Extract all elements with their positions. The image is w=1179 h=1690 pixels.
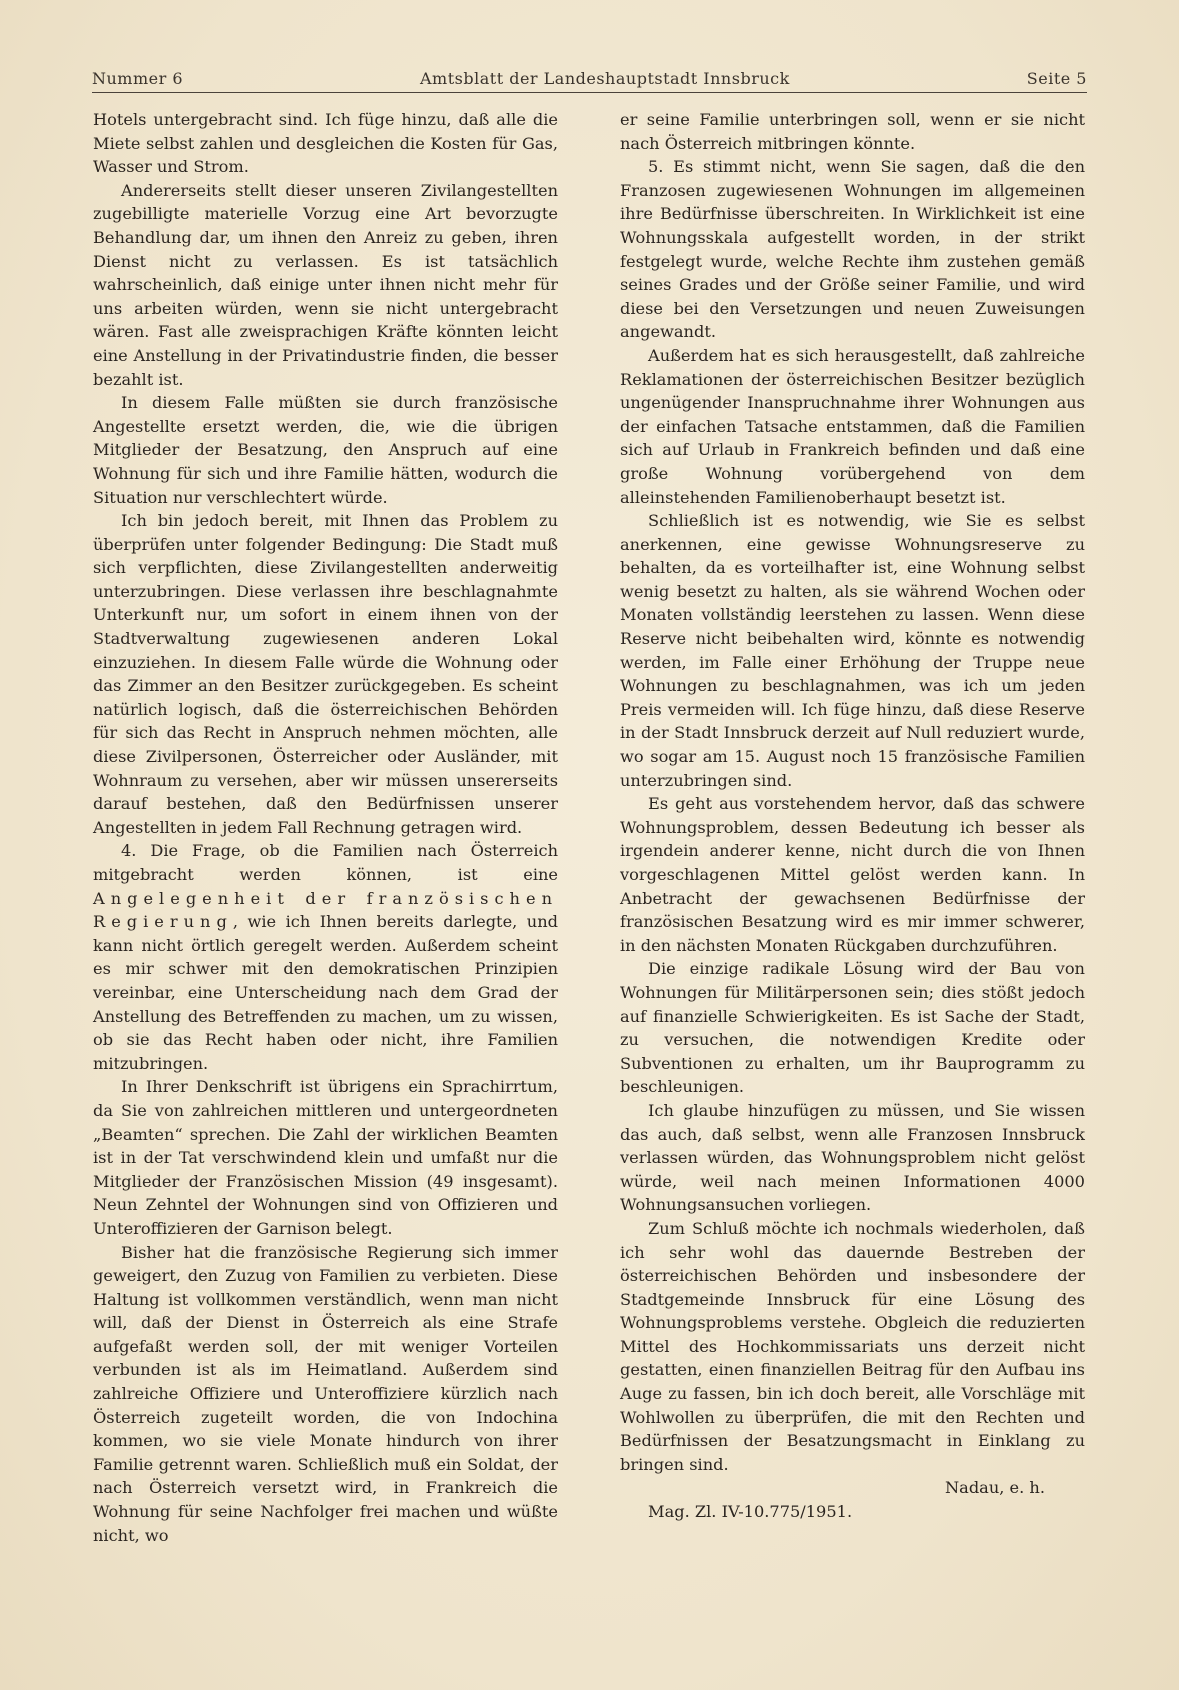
paragraph: Andererseits stellt dieser unseren Zivilangestellten zugebilligte materielle Vorzug eine Art bevorzugte Behandlung dar, um ihnen den Anreiz zu geben, ihren Dienst nicht zu verlassen. Es ist tatsächlich wahrscheinlich, daß einige unter ihnen nicht mehr für uns arbeiten würden, wenn sie nicht untergebracht wären. Fast alle zweisprachigen Kräfte könnten leicht eine Anstellung in der Privatindustrie finden, die besser bezahlt ist.: [93, 180, 558, 389]
paragraph: Ich glaube hinzufügen zu müssen, und Sie wissen das auch, daß selbst, wenn alle Franzosen Innsbruck verlassen würden, das Wohnungsproblem nicht gelöst würde, weil nach meinen Informationen 4000 Wohnungsansuchen vorliegen.: [620, 1100, 1085, 1215]
paragraph: Schließlich ist es notwendig, wie Sie es selbst anerkennen, eine gewisse Wohnungsreserve zu behalten, da es vorteilhafter ist, eine Wohnung selbst wenig besetzt zu halten, als sie während Wochen oder Monaten vollständig leerstehen zu lassen. Wenn diese Reserve nicht beibehalten wird, könnte es notwendig werden, im Falle einer Erhöhung der Truppe neue Wohnungen zu beschlagnahmen, was ich um jeden Preis vermeiden will. Ich füge hinzu, daß diese Reserve in der Stadt Innsbruck derzeit auf Null reduziert wurde, wo sogar am 15. August noch 15 französische Familien unterzubringen sind.: [620, 511, 1085, 790]
paragraph: Es geht aus vorstehendem hervor, daß das schwere Wohnungsproblem, dessen Bedeutung ich besser als irgendein anderer kenne, nicht durch die von Ihnen vorgeschlagenen Mittel gelöst werden kann. In Anbetracht der gewachsenen Bedürfnisse der französischen Besatzung wird es mir immer schwerer, in den nächsten Monaten Rückgaben durchzuführen.: [620, 794, 1085, 955]
signature: Nadau, e. h.: [945, 1478, 1045, 1498]
left-column: [93, 108, 558, 1547]
paragraph: Zum Schluß möchte ich nochmals wiederholen, daß ich sehr wohl das dauernde Bestreben der österreichischen Behörden und insbesondere der Stadtgemeinde Innsbruck für eine Lösung des Wohnungsproblems verstehe. Obgleich die reduzierten Mittel des Hochkommissariats uns derzeit nicht gestatten, einen finanziellen Beitrag für den Aufbau ins Auge zu fassen, bin ich doch bereit, alle Vorschläge mit Wohlwollen zu überprüfen, die mit den Rechten und Bedürfnissen der Besatzungsmacht in Einklang zu bringen sind.: [620, 1218, 1085, 1474]
paragraph: Ich bin jedoch bereit, mit Ihnen das Problem zu überprüfen unter folgender Bedingung: Die Stadt muß sich verpflichten, diese Zivilangestellten anderweitig unterzubringen. Diese verlassen ihre beschlagnahmte Unterkunft nur, um sofort in einem ihnen von der Stadtverwaltung zugewiesenen anderen Lokal einzuziehen. In diesem Falle würde die Wohnung oder das Zimmer an den Besitzer zurückgegeben. Es scheint natürlich logisch, daß die österreichischen Behörden für sich das Recht in Anspruch nehmen möchten, alle diese Zivilpersonen, Österreicher oder Ausländer, mit Wohnraum zu versehen, aber wir müssen unsererseits darauf bestehen, daß den Bedürfnissen unserer Angestellten in jedem Fall Rechnung getragen wird.: [93, 511, 558, 837]
paragraph: Hotels untergebracht sind. Ich füge hinzu, daß alle die Miete selbst zahlen und desgleichen die Kosten für Gas, Wasser und Strom.: [93, 110, 558, 177]
paragraph: In diesem Falle müßten sie durch französische Angestellte ersetzt werden, die, wie die übrigen Mitglieder der Besatzung, den Anspruch auf eine Wohnung für sich und ihre Familie hätten, wodurch die Situation nur verschlechtert würde.: [93, 393, 558, 507]
paragraph: Bisher hat die französische Regierung sich immer geweigert, den Zuzug von Familien zu verbieten. Diese Haltung ist vollkommen verständlich, wenn man nicht will, daß der Dienst in Österreich als eine Strafe aufgefaßt werden soll, der mit weniger Vorteilen verbunden ist als im Heimatland. Außerdem sind zahlreiche Offiziere und Unteroffiziere kürzlich nach Österreich zugeteilt worden, die von Indochina kommen, wo sie viele Monate hindurch von ihrer Familie getrennt waren. Schließlich muß ein Soldat, der nach Österreich versetzt wird, in Frankreich die Wohnung für seine Nachfolger frei machen und wüßte nicht, wo: [93, 1242, 558, 1545]
emphasized-text: Angelegenheit der französischen Regierung: [93, 888, 558, 932]
reference-number: Mag. Zl. IV-10.775/1951.: [648, 1502, 853, 1522]
paragraph-text: , wie ich Ihnen bereits darlegte, und kann nicht örtlich geregelt werden. Außerdem scheint es mir schwer mit den demokratischen Prinzipien vereinbar, eine Unterscheidung nach dem Grad der Anstellung des Betreffenden zu machen, um zu wissen, ob sie das Recht haben oder nicht, ihre Familien mitzubringen.: [93, 912, 558, 1073]
page-number: Seite 5: [1026, 69, 1087, 88]
right-column: [620, 108, 1085, 1524]
paragraph: 5. Es stimmt nicht, wenn Sie sagen, daß die den Franzosen zugewiesenen Wohnungen im allgemeinen ihre Bedürfnisse überschreiten. In Wirklichkeit ist eine Wohnungsskala aufgestellt worden, in der strikt festgelegt wurde, welche Rechte ihm zustehen gemäß seines Grades und der Größe seiner Familie, und wird diese bei den Versetzungen und neuen Zuweisungen angewandt.: [620, 157, 1085, 342]
paragraph: [93, 839, 558, 1075]
paragraph: In Ihrer Denkschrift ist übrigens ein Sprachirrtum, da Sie von zahlreichen mittleren und untergeordneten „Beamten“ sprechen. Die Zahl der wirklichen Beamten ist in der Tat verschwindend klein und umfaßt nur die Mitglieder der Französischen Mission (49 insgesamt). Neun Zehntel der Wohnungen sind von Offizieren und Unteroffizieren der Garnison belegt.: [93, 1077, 558, 1238]
paragraph: er seine Familie unterbringen soll, wenn er sie nicht nach Österreich mitbringen könnte.: [620, 110, 1085, 153]
paragraph: Die einzige radikale Lösung wird der Bau von Wohnungen für Militärpersonen sein; dies stößt jedoch auf finanzielle Schwierigkeiten. Es ist Sache der Stadt, zu versuchen, die notwendigen Kredite oder Subventionen zu erhalten, um ihr Bauprogramm zu beschleunigen.: [620, 959, 1085, 1097]
header-rule: [92, 92, 1087, 93]
page-header: [92, 64, 1087, 88]
issue-number: Nummer 6: [92, 69, 184, 88]
publication-title: Amtsblatt der Landeshauptstadt Innsbruck: [420, 69, 790, 88]
paragraph: Außerdem hat es sich herausgestellt, daß zahlreiche Reklamationen der österreichischen Besitzer bezüglich ungenügender Inanspruchnahme ihrer Wohnungen aus der einfachen Tatsache entstammen, daß die Familien sich auf Urlaub in Frankreich befinden und daß eine große Wohnung vorübergehend von dem alleinstehenden Familienoberhaupt besetzt ist.: [620, 345, 1085, 507]
paragraph-text: 4. Die Frage, ob die Familien nach Österreich mitgebracht werden können, ist eine: [93, 841, 558, 884]
